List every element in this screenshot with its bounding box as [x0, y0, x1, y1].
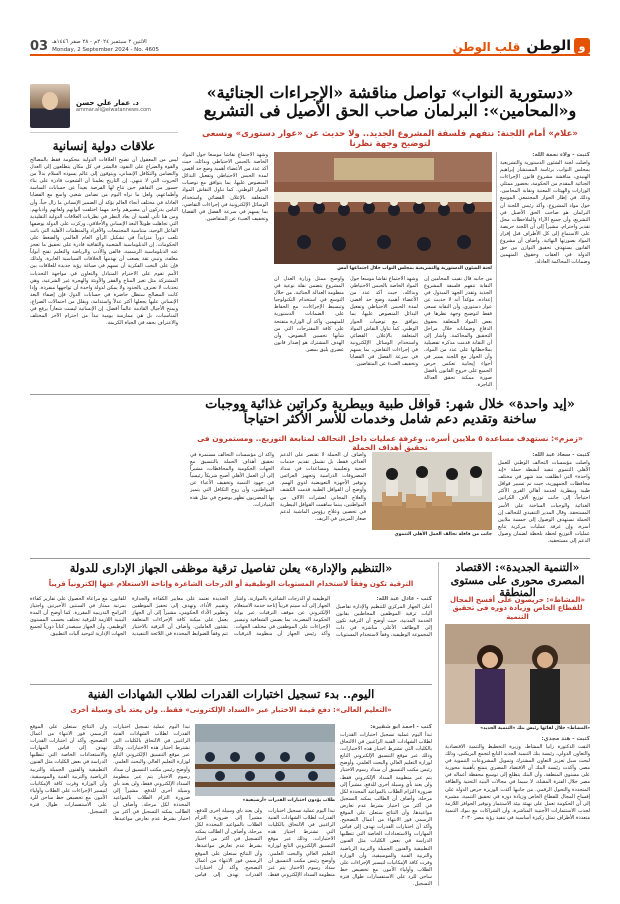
story5-body-more: تبدأ اليوم عملية تسجيل اختبارات القدرات لطلاب الشهادات الفنية الراغبين في الالتحاق بالكليات التي تشترط اجتياز هذه الاختبارات، وذلك عبر موقع التنسيق الإلكتروني التابع لوزارة التعليم العالي والبحث العلمي. وأوضح رئيس مكتب التنسيق أن سداد رسوم الاختبار يتم عبر منظومة السداد الإلكتروني فقط، ولن يعتد بأي وسيلة أخرى للدفع، مشيراً إلى ضرورة التزام الطلاب بالمواعيد المحددة لكل مرحلة. وأضاف أن الطالب يمكنه التسجيل في أكثر من اختبار بشرط عدم تعارض مواعيدها، وأن النتائج ستعلن على الموقع الرسمي فور الانتهاء من أعمال التصحيح. وأكد أن اختبارات القدرات تهدف إلى قياس المهارات والاستعدادات الخاصة التي تتطلبها الدراسة في بعض الكليات مثل الفنون التطبيقية والفنون الجميلة والتربية الرياضية والتربية الفنية والموسيقية، وأن الوزارة وفرت كافة الإمكانيات لتيسير الإجراءات على الطلاب وأولياء الأمور، مع تخصيص خط ساخن للرد على الاستفسارات طوال فترة التسجيل.: [30, 724, 190, 823]
story2-body-c: وأكد أن مؤسسات التحالف مستمرة في تحقيق أهداف الحملة بالتنسيق مع الجهات الحكومية والمحافظات، مشيراً إلى أن العمل الأهلي أصبح شريكاً رئيسياً في جهود التنمية وتخفيف الأعباء عن المواطنين، وأن روح التكافل التي يتميز بها المصريون تظهر بوضوح في مثل هذه المبادرات.: [190, 452, 274, 508]
story2-caption: جانب من قافلة تحالف العمل الأهلي التنموي: [394, 532, 492, 537]
story1-caption: لجنة الشئون الدستورية والتشريعية بمجلس النواب خلال اجتماعها أمس: [337, 266, 492, 271]
story1-body-c: وشهد الاجتماع نقاشاً موسعاً حول المواد الخاصة بالحبس الاحتياطي وبدائله، حيث أكد عدد من الأعضاء أهمية وضع حد أقصى لمدة الحبس الاحتياطي وتفعيل البدائل المنصوص عليها، بما يتوافق مع توصيات الحوار الوطني. كما تناول النقاش المواد المتعلقة بالإعلان القضائي واستخدام الوسائل الإلكترونية في إجراءات التقاضي، بما يسهم في سرعة الفصل في القضايا وتخفيف العبء عن المتقاضين.: [350, 276, 418, 368]
story4-byline: كتبت - هند مجدي:: [541, 736, 590, 742]
story4-photo: [445, 624, 590, 724]
story3-byline: كتب - عادل عبد الله:: [376, 596, 432, 602]
author-email[interactable]: ammar.ali@elwatannews.com: [76, 107, 151, 113]
story1-column-5: [182, 152, 268, 390]
story5-column-1: [340, 724, 432, 886]
story5-caption: طلاب يؤدون اختبارات القدرات «أرشيفية»: [242, 798, 335, 803]
story2-column-2: [280, 452, 366, 554]
story4-subhead: «المشاط»: حريصون على أفسح المجال للقطاع الخاص وزيادة دوره فى تحقيق التنمية: [450, 596, 585, 621]
masthead: [30, 36, 590, 56]
column-rule: [496, 152, 497, 390]
logo-text: الوطن: [526, 38, 571, 54]
story-divider: [30, 684, 432, 685]
story1-body-b: من جانبه قال نقيب المحامين إن النقابة تتفهم فلسفة المشروع الجديد وتقدر الجهد المبذول في إعداده، مؤكداً أنه لا حديث عن عوار دستوري، وأن النقابة تسعى فقط لتوضيح وجهة نظرها في بعض المواد المتعلقة بحقوق الدفاع وضماناته خلال مراحل التحقيق والمحاكمة. وأشار إلى أن النقابة قدمت مذكرة تفصيلية بملاحظاتها على عدد من المواد، وأن الحوار مع اللجنة يسير في أجواء إيجابية تعكس حرص الجميع على خروج القانون بأفضل صورة ممكنة تحقق العدالة الناجزة.: [424, 276, 492, 389]
story2-byline: كتبت - سعاد عبد الله:: [532, 452, 590, 458]
story2-body-b: وأضاف أن الحملة لا تقتصر على الدعم الغذائي فقط، بل تشمل تقديم خدمات صحية وتعليمية ومساعدات في سداد المصروفات الدراسية وتجهيز العرائس وتوفير الأجهزة التعويضية لذوي الهمم. وأوضح أن القوافل الطبية قدمت الكشف والعلاج المجاني لعشرات الآلاف من المواطنين، بينما ساهمت القوافل البيطرية في تحصين وعلاج رؤوس الماشية لدعم صغار المربين في الريف.: [280, 452, 366, 522]
story1-headline: «دستورية النواب» تواصل مناقشة «الإجراءات الجنائية» و«المحامين»: البرلمان صاحب الحق الأصيل فى التشريع: [203, 83, 577, 121]
author-name: د. عمار علي حسن: [76, 99, 139, 107]
story2-body-a: واصلت مؤسسات التحالف الوطني للعمل الأهلي التنموي تنفيذ أنشطة حملة «إيد واحدة» التي انطلقت منذ شهر في مختلف محافظات الجمهورية، حيث تم تسيير قوافل طبية وبيطرية لخدمة أهالي القرى الأكثر احتياجاً، إلى جانب توزيع آلاف الكراتين الغذائية والوجبات الساخنة على الأسر المستحقة. وقال المدير التنفيذي للتحالف إن الحملة تستهدف الوصول إلى خمسة ملايين أسرة، وإن غرفة عمليات مركزية تتابع عمليات التوزيع لحظة بلحظة لضمان وصول الدعم إلى مستحقيه.: [498, 460, 590, 545]
newspaper-logo: [526, 38, 590, 54]
story2-headline: «إيد واحدة» خلال شهر: قوافل طبية وبيطرية وكراتين غذائية ووجبات ساخنة وتقديم دعم شامل وخدمات للأسر الأكثر احتياجاً: [205, 397, 575, 427]
story2-column-3: [190, 452, 274, 554]
author-box: [30, 84, 178, 133]
story1-column-2: [424, 276, 492, 390]
story5-photo: [195, 724, 335, 796]
story1-column-4: [274, 276, 344, 390]
story1-body-d-continued: وشهد الاجتماع نقاشاً موسعاً حول المواد الخاصة بالحبس الاحتياطي وبدائله، حيث أكد عدد من الأعضاء أهمية وضع حد أقصى لمدة الحبس الاحتياطي وتفعيل البدائل المنصوص عليها، بما يتوافق مع توصيات الحوار الوطني. كما تناول النقاش المواد المتعلقة بالإعلان القضائي واستخدام الوسائل الإلكترونية في إجراءات التقاضي، بما يسهم في سرعة الفصل في القضايا وتخفيف العبء عن المتقاضين.: [182, 152, 268, 222]
story5-column-3: [30, 724, 190, 886]
logo-mark: و: [574, 38, 590, 54]
story1-subhead: «علام» أمام اللجنة: نتفهم فلسفة المشروع الجديد.. ولا حديث عن «عوار دستورى» ونسعى لتوضيح وجهة نظرنا: [202, 129, 578, 150]
story1-column-3: [350, 276, 418, 390]
story1-body-a: واصلت لجنة الشئون الدستورية والتشريعية بمجلس النواب، برئاسة المستشار إبراهيم الهنيدي، مناقشة مشروع قانون الإجراءات الجنائية المقدم من الحكومة، بحضور ممثلي الوزارات والهيئات المعنية ونقابة المحامين، وذلك في إطار الحوار المجتمعي الموسع حول مواد المشروع. وأكد رئيس اللجنة أن البرلمان هو صاحب الحق الأصيل في التشريع، وأن جميع الآراء والملاحظات محل تقدير واحترام، مشيراً إلى أن اللجنة حريصة على الاستماع إلى كل الأطراف قبل إقرار المواد بصورتها النهائية. وأضاف أن مشروع القانون يستهدف تحقيق التوازن بين حق الدولة في العقاب وحقوق المتهمين وضمانات المحاكمة العادلة.: [500, 160, 590, 266]
story1-byline: كتبت - ولاء نعمة الله:: [532, 152, 590, 158]
story-divider: [30, 558, 590, 559]
date-line: الاثنين ٢ سبتمبر ٢٠٢٤م - ٢٨ صفر ١٤٤٦هـ: [52, 39, 147, 46]
story4-headline: «التنمية الجديدة»: الاقتصاد المصرى محورى على مستوى المنطقة: [450, 561, 585, 600]
author-avatar: [30, 84, 70, 128]
story3-headline: «التنظيم والإدارة» يعلن تفاصيل ترقية موظفى الجهاز الإدارى للدولة: [69, 561, 393, 575]
opinion-column: [30, 84, 178, 554]
story2-column-1: [498, 452, 590, 554]
story3-columns: [30, 596, 432, 680]
story4-body: التقت الدكتورة رانيا المشاط، وزيرة التخطيط والتنمية الاقتصادية والتعاون الدولي، رئيسة بنك التنمية الجديد التابع لتجمع البريكس، وذلك لبحث سبل تعزيز التعاون المشترك وتمويل المشروعات التنموية في مصر. وأكدت رئيسة البنك أن الاقتصاد المصري يتمتع بأهمية محورية على مستوى المنطقة، وأن البنك يتطلع إلى توسيع محفظة أعماله في مصر خلال الفترة المقبلة، لا سيما في مجالات البنية التحتية والطاقة المتجددة والتحول الرقمي. من جانبها أكدت الوزيرة حرص الدولة على إفساح المجال للقطاع الخاص وزيادة دوره في تحقيق التنمية، مشيرة إلى أن الحكومة تعمل على تهيئة بيئة الاستثمار وتوفير الحوافز اللازمة لجذب الاستثمارات الأجنبية المباشرة، وأن الشراكات مع بنوك التنمية متعددة الأطراف تمثل ركيزة أساسية في تنفيذ رؤية مصر ٢٠٣٠.: [445, 744, 590, 821]
story5-byline: كتب - أحمد أبو شقيرة:: [370, 724, 432, 730]
story5-body-continued: تبدأ اليوم عملية تسجيل اختبارات القدرات لطلاب الشهادات الفنية الراغبين في الالتحاق بالكليات التي تشترط اجتياز هذه الاختبارات، وذلك عبر موقع التنسيق الإلكتروني التابع لوزارة التعليم العالي والبحث العلمي. وأوضح رئيس مكتب التنسيق أن سداد رسوم الاختبار يتم عبر منظومة السداد الإلكتروني فقط، ولن يعتد بأي وسيلة أخرى للدفع، مشيراً إلى ضرورة التزام الطلاب بالمواعيد المحددة لكل مرحلة. وأضاف أن الطالب يمكنه التسجيل في أكثر من اختبار بشرط عدم تعارض مواعيدها، وأن النتائج ستعلن على الموقع الرسمي فور الانتهاء من أعمال التصحيح. وأكد أن اختبارات القدرات تهدف إلى قياس: [195, 808, 335, 878]
story1-body-d: وأوضح ممثل وزارة العدل أن المشروع يتضمن نقلة نوعية في منظومة العدالة الجنائية، من خلال التوسع في استخدام التكنولوجيا وتبسيط الإجراءات، مع الحفاظ على الضمانات الدستورية للمتهمين. وأكد أن الوزارة منفتحة على كافة المقترحات التي من شأنها تحسين النصوص، وأن الهدف المشترك هو إصدار قانون عصري يليق بمصر.: [274, 276, 344, 353]
story3-subhead: الترقية تكون وفقاً لاستخدام المستويات الوظيفية أو الدرجات الشاغرة وإتاحة الاستعلام عنها إلكترونياً قريباً: [48, 580, 414, 588]
story5-column-2: [195, 808, 335, 886]
story3-body: أعلن الجهاز المركزي للتنظيم والإدارة تفاصيل آليات ترقية الموظفين المخاطبين بقانون الخدمة المدنية، حيث أوضح أن الترقية تكون إلى الوظائف الأعلى مباشرة في ذات المجموعة الوظيفية، وفقاً لاستخدام المستويات الوظيفية أو الدرجات الشاغرة بالموازنة. وأشار الجهاز إلى أنه سيتم قريباً إتاحة خدمة الاستعلام الإلكتروني عن موقف الترقيات عبر بوابة الحكومة المصرية، بما يضمن الشفافية وتيسير الإجراءات على الموظفين في مختلف الجهات. وأكد رئيس الجهاز أن منظومة الترقيات الجديدة تعتمد على معايير الكفاءة والجدارة وتقييم الأداء، وتهدف إلى تحفيز الموظفين وتطوير الأداء الحكومي، مشيراً إلى أن الجهاز يعمل على ميكنة كافة الإجراءات المتعلقة بشئون العاملين. وأضاف أن الترقية بالاختيار تتم وفقاً للضوابط المحددة في اللائحة التنفيذية للقانون، مع مراعاة الحصول على تقارير كفاءة بمرتبة ممتاز في السنتين الأخيرتين واجتياز البرامج التدريبية المقررة. كما أوضح أن المدة البينية اللازمة للترقية تختلف بحسب المستوى الوظيفي، وأن الجهاز سيصدر كتاباً دورياً لجميع الجهات الإدارية لتوحيد آليات التطبيق.: [30, 596, 432, 639]
charity-convoy-image: [372, 452, 492, 530]
column-rule: [438, 562, 439, 886]
story1-photo: [274, 152, 492, 264]
story5-headline: اليوم.. بدء تسجيل اختبارات القدرات لطلاب الشهادات الفنية: [87, 687, 375, 701]
section-tag: قلب الوطن: [452, 40, 521, 54]
story1-column-1: [500, 152, 590, 390]
story5-body: تبدأ اليوم عملية تسجيل اختبارات القدرات لطلاب الشهادات الفنية الراغبين في الالتحاق بالكليات التي تشترط اجتياز هذه الاختبارات، وذلك عبر موقع التنسيق الإلكتروني التابع لوزارة التعليم العالي والبحث العلمي. وأوضح رئيس مكتب التنسيق أن سداد رسوم الاختبار يتم عبر منظومة السداد الإلكتروني فقط، ولن يعتد بأي وسيلة أخرى للدفع، مشيراً إلى ضرورة التزام الطلاب بالمواعيد المحددة لكل مرحلة. وأضاف أن الطالب يمكنه التسجيل في أكثر من اختبار بشرط عدم تعارض مواعيدها، وأن النتائج ستعلن على الموقع الرسمي فور الانتهاء من أعمال التصحيح. وأكد أن اختبارات القدرات تهدف إلى قياس المهارات والاستعدادات الخاصة التي تتطلبها الدراسة في بعض الكليات مثل الفنون التطبيقية والفنون الجميلة والتربية الرياضية والتربية الفنية والموسيقية، وأن الوزارة وفرت كافة الإمكانيات لتيسير الإجراءات على الطلاب وأولياء الأمور، مع تخصيص خط ساخن للرد على الاستفسارات طوال فترة التسجيل.: [340, 732, 432, 886]
story4-caption: «المشاط» خلال لقائها رئيس بنك «التنمية الجديد»: [480, 726, 590, 731]
story4-column: [445, 736, 590, 886]
story2-photo: [372, 452, 492, 530]
story5-subhead: «التعليم العالى»: دفع قيمة الاختبار عبر «السداد الإلكترونى» فقط.. ولن يعتد بأى وسيلة أخرى: [70, 706, 392, 714]
story2-subhead: «زمزم»: نستهدف مساعدة ٥ ملايين أسرة.. وغرفة عمليات داخل التحالف لمتابعة التوزيع.. ومستمرون فى تحقيق أهداف الحملة: [197, 434, 583, 452]
opinion-body: ليس من المعقول أن تصبح العلاقات الدولية محكومة فقط بالمصالح والقوة والصراع على النفوذ، فالبشر في كل مكان يتطلعون إلى العدل والتضامن والتكافل الإنساني، ويتوقون إلى عالم يسوده السلام بدلاً من الحروب التي لا تنتهي. إن التاريخ يعلمنا أن الشعوب قادرة على بناء جسور من التفاهم حين تتاح لها الفرصة بعيداً عن حسابات الساسة وأطماعهم. ولعل ما نراه اليوم من تضامن شعبي واسع مع القضايا العادلة في مختلف أنحاء العالم يؤكد أن الضمير الإنساني ما زال حياً، وأن الناس يدركون أن مصيرهم واحد مهما اختلفت ألوانهم ولغاتهم وأديانهم. ومن هنا تأتي أهمية أن يعاد النظر في نظريات العلاقات الدولية التقليدية التي تجاهلت طويلاً البعد الإنساني والأخلاقي، وركزت على الدولة بوصفها الفاعل الوحيد، متناسية المجتمعات والأفراد والمنظمات الأهلية التي باتت تلعب دوراً متزايداً في تشكيل الرأي العام العالمي والضغط على الحكومات. إن الدبلوماسية الشعبية والثقافية قادرة على تحقيق ما تعجز عنه الدبلوماسية الرسمية، فالفن والأدب والرياضة والتعليم تفتح أبواباً مغلقة، وتبني ثقة يصعب أن تهدمها الخلافات السياسية العابرة. ولذلك فإن على النخب الفكرية أن تسهم في صياغة رؤية جديدة للعلاقات بين الأمم تقوم على الاحترام المتبادل والتعاون في مواجهة التحديات المشتركة مثل تغير المناخ والفقر والأوبئة والهجرة غير الشرعية، وهي تحديات لا تعترف بالحدود ولا يمكن لدولة واحدة أن تواجهها منفردة. وإذا كانت المصالح ستظل حاضرة في حسابات الدول فإن إضفاء البعد الإنساني عليها يجعلها أكثر عدلاً واستدامة، ويقلل من احتمالات الصراع، ويمنح الأجيال القادمة عالماً أفضل. إن الإنسانية ليست شعاراً يرفع في المناسبات، بل هي ممارسة يومية تبدأ من احترام الآخر المختلف والاعتراف بحقه في الحياة الكريمة.: [30, 157, 178, 327]
opinion-title: علاقات دولية إنسانية: [52, 139, 156, 153]
minister-meeting-image: [445, 624, 590, 724]
students-exam-image: [195, 724, 335, 796]
parliament-committee-image: [274, 152, 492, 264]
date-block: [30, 39, 159, 54]
page-number: 03: [30, 39, 49, 54]
issue-line: Monday, 2 September 2024 - No. 4605: [52, 46, 160, 53]
story-divider: [30, 394, 430, 395]
